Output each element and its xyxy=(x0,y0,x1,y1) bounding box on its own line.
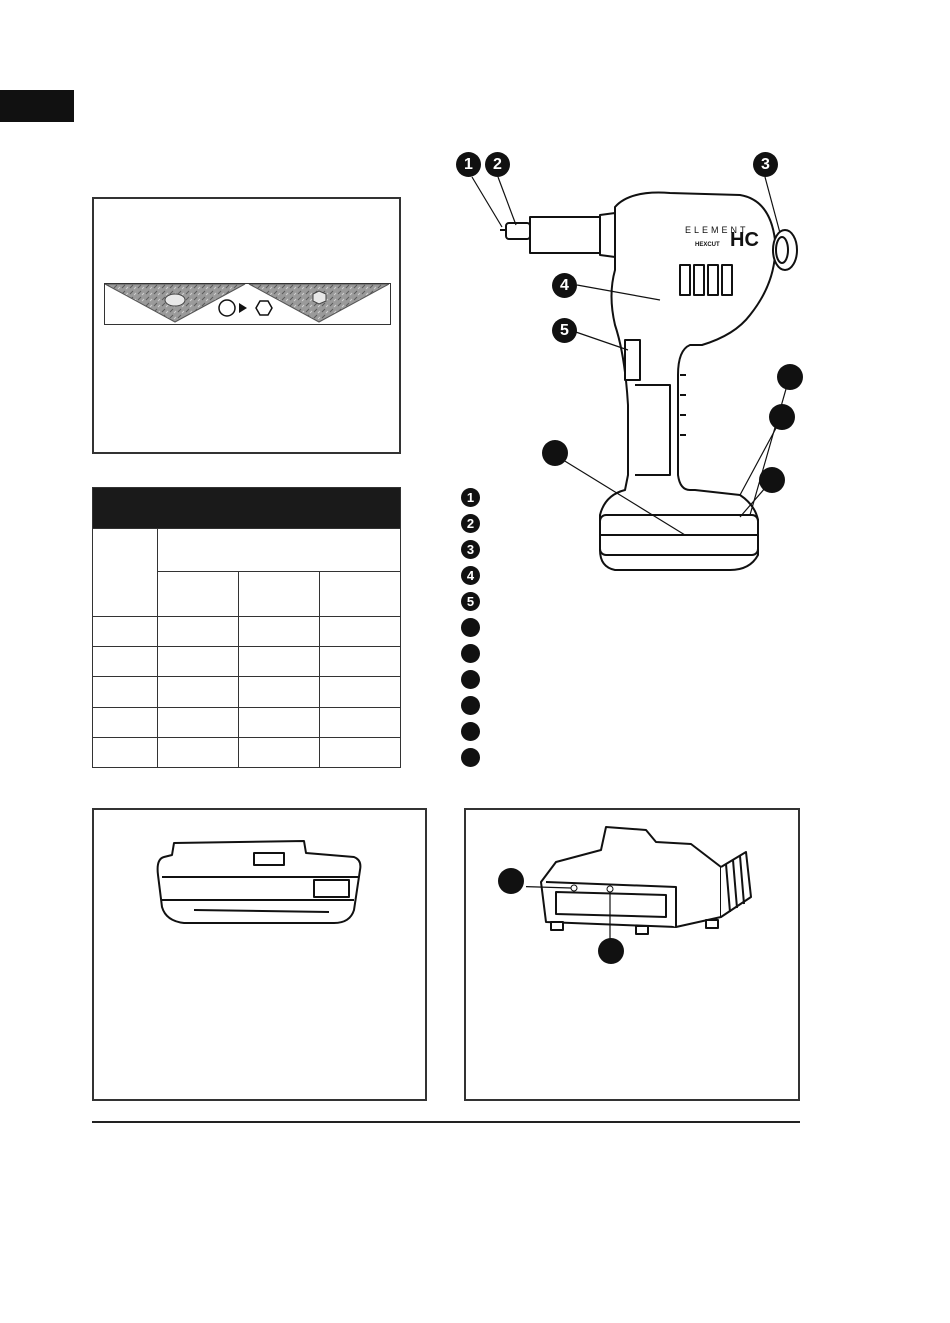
callout-dot xyxy=(542,440,568,466)
table-cell xyxy=(320,572,401,617)
callout-2: 2 xyxy=(485,152,510,177)
callout-5: 5 xyxy=(552,318,577,343)
language-tab xyxy=(0,90,74,122)
battery-box xyxy=(92,808,427,1101)
table-row xyxy=(93,617,401,647)
legend-dot xyxy=(461,644,480,663)
table-row xyxy=(93,707,401,737)
footer-rule xyxy=(92,1121,800,1123)
table-row xyxy=(93,737,401,767)
callout-3: 3 xyxy=(753,152,778,177)
plate-illustration xyxy=(104,283,391,325)
table-row xyxy=(93,677,401,707)
callout-dot xyxy=(777,364,803,390)
legend-num-4: 4 xyxy=(461,566,480,585)
callout-dot xyxy=(759,467,785,493)
spec-table xyxy=(92,487,401,768)
charger-box xyxy=(464,808,800,1101)
table-header xyxy=(93,488,401,529)
table-cell xyxy=(93,529,158,617)
legend-dot xyxy=(461,696,480,715)
plate-hole-icon xyxy=(105,284,389,323)
callout-4: 4 xyxy=(552,273,577,298)
table-cell xyxy=(158,572,239,617)
callout-dot xyxy=(598,938,624,964)
brand-line2: HEXCUT xyxy=(695,242,720,248)
callout-dot xyxy=(498,868,524,894)
callout-dot xyxy=(769,404,795,430)
legend-dot xyxy=(461,670,480,689)
callout-1: 1 xyxy=(456,152,481,177)
charger-illustration xyxy=(526,822,766,952)
legend-dot xyxy=(461,618,480,637)
legend-dot xyxy=(461,748,480,767)
table-cell xyxy=(158,529,401,572)
hex-nut-box xyxy=(92,197,401,454)
table-row xyxy=(93,647,401,677)
legend-dot xyxy=(461,722,480,741)
legend-num-2: 2 xyxy=(461,514,480,533)
table-cell xyxy=(239,572,320,617)
legend-num-5: 5 xyxy=(461,592,480,611)
legend-num-1: 1 xyxy=(461,488,480,507)
brand-mark: HC xyxy=(730,229,759,251)
legend-num-3: 3 xyxy=(461,540,480,559)
brand-line1: ELEMENT xyxy=(685,225,749,235)
battery-illustration xyxy=(154,835,369,935)
rivet-tool-illustration xyxy=(440,145,820,585)
